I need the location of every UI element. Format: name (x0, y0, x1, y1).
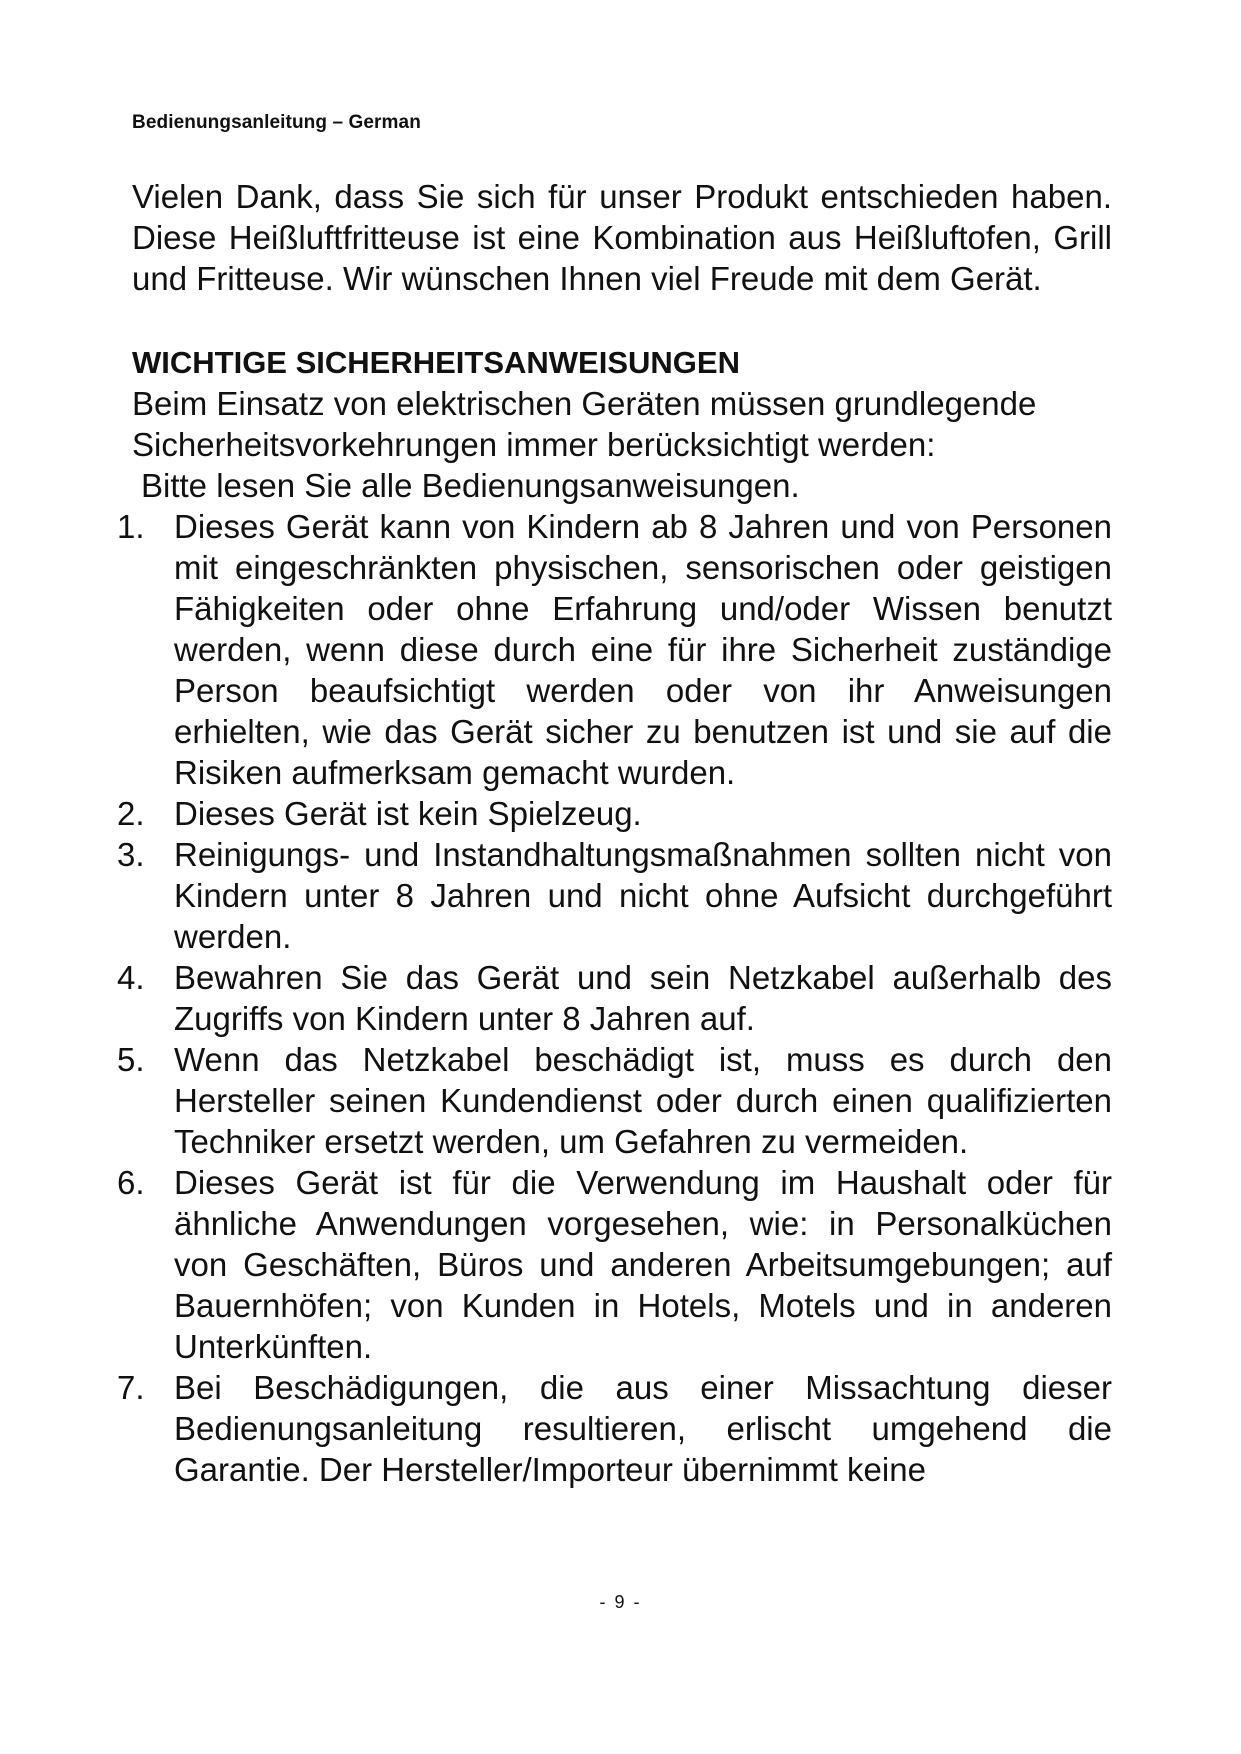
intro-paragraph: Vielen Dank, dass Sie sich für unser Produkt entschieden haben. Diese Heißluftfritteuse ist eine Kombination aus Heißluftofen, Grill und Fritteuse. Wir wünschen Ihnen viel Freude mit dem Gerät. (132, 178, 1112, 297)
list-item-number: 1. (117, 508, 145, 545)
list-item-text: Bewahren Sie das Gerät und sein Netzkabel außerhalb des Zugriffs von Kindern unter 8 Jahren auf. (174, 959, 1112, 1037)
safety-intro-line: Beim Einsatz von elektrischen Geräten müssen grundlegende (132, 385, 1037, 422)
list-item (117, 1039, 1112, 1162)
list-item-number: 6. (117, 1164, 145, 1201)
list-item-text: Bei Beschädigungen, die aus einer Missachtung dieser Bedienungsanleitung resultieren, erlischt umgehend die Garantie. Der Hersteller/Importeur übernimmt keine (174, 1369, 1112, 1488)
safety-intro-line: Bitte lesen Sie alle Bedienungsanweisungen. (141, 467, 800, 504)
safety-intro (132, 383, 1112, 506)
page-number: - 9 - (599, 1592, 642, 1612)
safety-rules-list (117, 506, 1112, 1490)
list-item-text: Wenn das Netzkabel beschädigt ist, muss es durch den Hersteller seinen Kundendienst oder durch einen qualifizierten Techniker ersetzt werden, um Gefahren zu vermeiden. (174, 1041, 1112, 1160)
list-item (117, 1162, 1112, 1367)
list-item-text: Dieses Gerät kann von Kindern ab 8 Jahren und von Personen mit eingeschränkten physischen, sensorischen oder geistigen Fähigkeiten oder ohne Erfahrung und/oder Wissen benutzt werden, wenn diese durch eine für ihre Sicherheit zuständige Person beaufsichtigt werden oder von ihr Anweisungen erhielten, wie das Gerät sicher zu benutzen ist und sie auf die Risiken aufmerksam gemacht wurden. (174, 508, 1112, 791)
list-item-number: 3. (117, 836, 145, 873)
list-item-number: 7. (117, 1369, 145, 1406)
safety-section-title: WICHTIGE SICHERHEITSANWEISUNGEN (132, 345, 740, 380)
document-header-label: Bedienungsanleitung – German (132, 112, 421, 133)
list-item (117, 957, 1112, 1039)
list-item-number: 4. (117, 959, 145, 996)
list-item-text: Reinigungs- und Instandhaltungsmaßnahmen sollten nicht von Kindern unter 8 Jahren und nicht ohne Aufsicht durchgeführt werden. (174, 836, 1112, 955)
list-item-text: Dieses Gerät ist kein Spielzeug. (174, 795, 642, 832)
list-item (117, 506, 1112, 793)
page-body (117, 176, 1112, 1490)
list-item (117, 793, 1112, 834)
list-item (117, 834, 1112, 957)
safety-intro-line: Sicherheitsvorkehrungen immer berücksichtigt werden: (132, 426, 936, 463)
list-item-number: 2. (117, 795, 145, 832)
list-item-text: Dieses Gerät ist für die Verwendung im Haushalt oder für ähnliche Anwendungen vorgesehen, wie: in Personalküchen von Geschäften, Büros und anderen Arbeitsumgebungen; auf Bauernhöfen; von Kunden in Hotels, Motels und in anderen Unterkünften. (174, 1164, 1112, 1365)
list-item (117, 1367, 1112, 1490)
list-item-number: 5. (117, 1041, 145, 1078)
